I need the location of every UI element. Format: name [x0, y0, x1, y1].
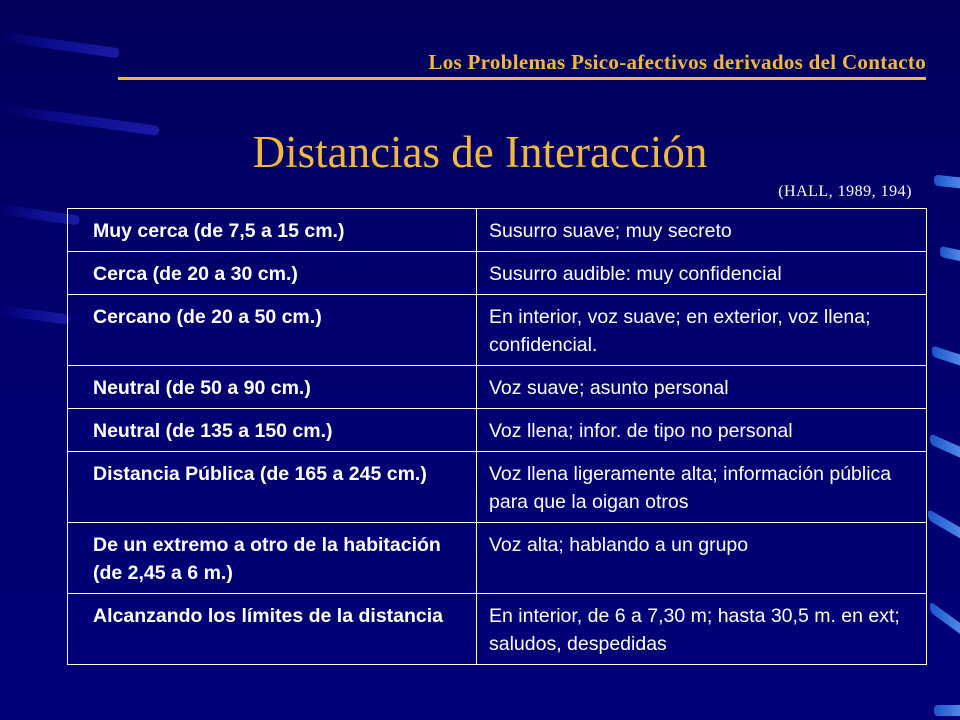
distance-cell: Neutral (de 50 a 90 cm.): [68, 366, 477, 409]
decorative-edge-mark: [930, 433, 960, 457]
decorative-edge-mark: [940, 246, 960, 261]
table-row: [68, 452, 927, 523]
decorative-edge-mark: [934, 705, 960, 716]
distance-cell: Cercano (de 20 a 50 cm.): [68, 295, 477, 366]
table-row: [68, 409, 927, 452]
decorative-streak: [0, 32, 120, 59]
table-row: [68, 295, 927, 366]
voice-cell: Voz alta; hablando a un grupo: [477, 523, 927, 594]
distance-cell: De un extremo a otro de la habitación (de 2,45 a 6 m.): [68, 523, 477, 594]
voice-cell: En interior, de 6 a 7,30 m; hasta 30,5 m. en ext; saludos, despedidas: [477, 594, 927, 665]
decorative-streak: [0, 305, 70, 325]
distance-cell: Muy cerca (de 7,5 a 15 cm.): [68, 209, 477, 252]
voice-cell: Voz llena; infor. de tipo no personal: [477, 409, 927, 452]
voice-cell: Voz llena ligeramente alta; información pública para que la oigan otros: [477, 452, 927, 523]
distance-cell: Cerca (de 20 a 30 cm.): [68, 252, 477, 295]
table-row: [68, 523, 927, 594]
table-row: [68, 252, 927, 295]
table-row: [68, 594, 927, 665]
voice-cell: Susurro audible: muy confidencial: [477, 252, 927, 295]
decorative-edge-mark: [932, 345, 960, 365]
distance-cell: Alcanzando los límites de la distancia: [68, 594, 477, 665]
voice-cell: En interior, voz suave; en exterior, voz llena; confidencial.: [477, 295, 927, 366]
table-row: [68, 366, 927, 409]
decorative-edge-mark: [928, 509, 960, 538]
header-underline: [118, 77, 926, 80]
table-row: [68, 209, 927, 252]
distance-table: [67, 208, 927, 665]
slide-title: Distancias de Interacción: [252, 127, 708, 177]
distance-cell: Neutral (de 135 a 150 cm.): [68, 409, 477, 452]
voice-cell: Susurro suave; muy secreto: [477, 209, 927, 252]
voice-cell: Voz suave; asunto personal: [477, 366, 927, 409]
citation: (HALL, 1989, 194): [778, 183, 912, 200]
distance-cell: Distancia Pública (de 165 a 245 cm.): [68, 452, 477, 523]
decorative-edge-mark: [930, 601, 960, 634]
section-header: Los Problemas Psico-afectivos derivados del Contacto: [428, 50, 926, 74]
